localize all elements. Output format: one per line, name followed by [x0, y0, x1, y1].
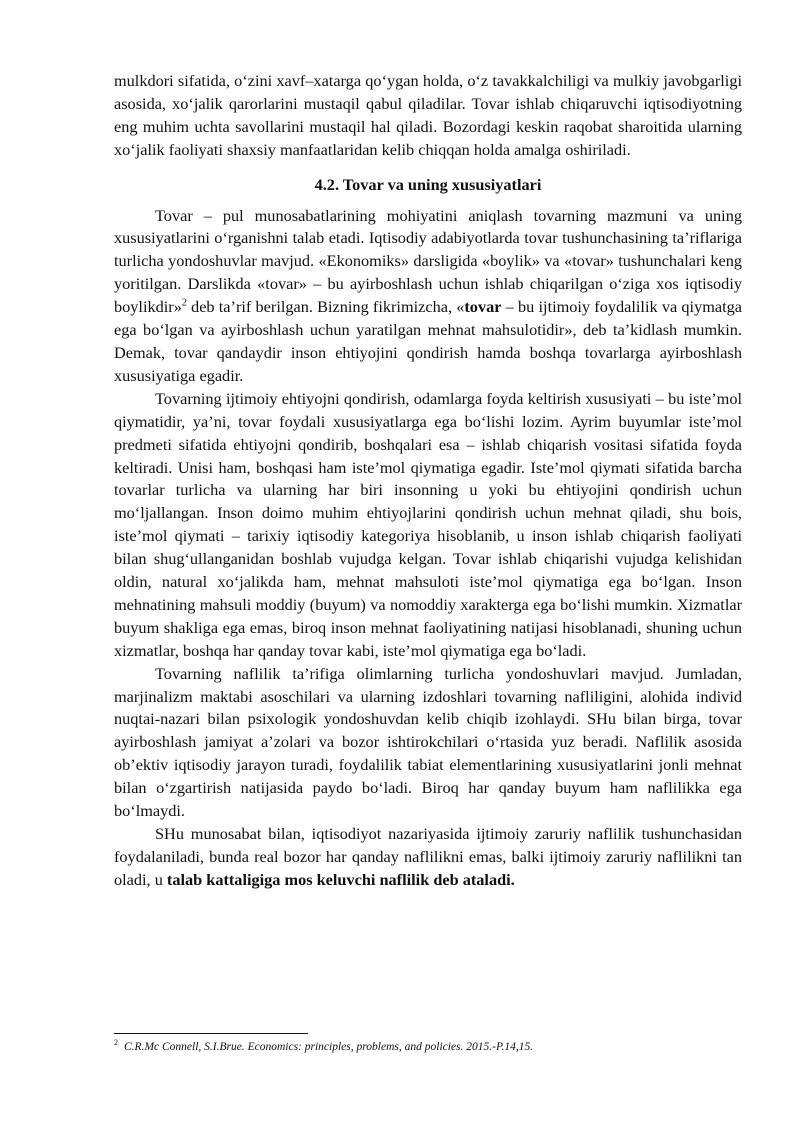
footnote-divider: [114, 1033, 308, 1034]
footnote: [114, 1040, 742, 1055]
paragraph-text: Tovar – pul munosabatlarining mohiyatini aniqlash tovarning mazmuni va uning xususiyatlarini o‘rganishni talab etadi. Iqtisodiy adabiyotlarda tovar tushunchasining ta’riflariga turlicha yondoshuvlar mavjud. «Ekonomiks» darsligida «boylik» va «tovar» tushunchalari keng yoritilgan. Darslikda «tovar» – bu ayirboshlash uchun ishlab chiqarilgan o‘ziga xos iqtisodiy boylikdir»: [114, 205, 742, 317]
footnote-reference[interactable]: 2: [181, 297, 187, 309]
page-body: [114, 70, 742, 892]
bold-term: tovar: [464, 297, 502, 317]
paragraph-text: – bu ijtimoiy foydalilik va qiymatga ega bo‘lgan va ayirboshlash uchun yaratilgan mehnat mahsulotidir», deb ta’kidlash mumkin. Demak, tovar qandaydir inson ehtiyojini qondirish hamda boshqa tovarlarga ayirboshlash xususiyatiga egadir.: [114, 297, 742, 385]
paragraph-utility: Tovarning naflilik ta’rifiga olimlarning turlicha yondoshuvlari mavjud. Jumladan, marjinalizm maktabi asoschilari va ularning izdoshlari tovarning nafliligini, alohida individ nuqtai-nazari bilan psixologik yondoshuvdan kelib chiqib izohlaydi. SHu bilan birga, tovar ayirboshlash jamiyat a’zolari va bozor ishtirokchilari o‘rtasida yuz beradi. Naflilik asosida ob’ektiv iqtisodiy jarayon turadi, foydalilik tabiat elementlarining xususiyatlarini jonli mehnat bilan o‘zgartirish natijasida paydo bo‘ladi. Biroq har qanday buyum ham naflilikka ega bo‘lmaydi.: [114, 663, 742, 821]
paragraph-text: SHu munosabat bilan, iqtisodiyot nazariyasida ijtimoiy zaruriy naflilik tushunchasidan foydalaniladi, bunda real bozor har qanday naflilikni emas, balki ijtimoiy zaruriy naflilikni tan oladi, u: [114, 824, 742, 889]
paragraph-text: deb ta’rif berilgan. Bizning fikrimizcha, «: [186, 297, 465, 317]
footnote-text: C.R.Mc Connell, S.I.Brue. Economics: principles, problems, and policies. 2015.-P.14,15.: [124, 1041, 534, 1053]
paragraph-intro: mulkdori sifatida, o‘zini xavf–xatarga qo‘ygan holda, o‘z tavakkalchiligi va mulkiy javobgarligi asosida, xo‘jalik qarorlarini mustaqil qabul qiladilar. Tovar ishlab chiqaruvchi iqtisodiyotning eng muhim uchta savollarini mustaqil hal qiladi. Bozordagi keskin raqobat sharoitida ularning xo‘jalik faoliyati shaxsiy manfaatlaridan kelib chiqqan holda amalga oshiriladi.: [114, 71, 742, 159]
paragraph-social-utility: [114, 823, 742, 892]
paragraph-use-value: Tovarning ijtimoiy ehtiyojni qondirish, odamlarga foyda keltirish xususiyati – bu iste’mol qiymatidir, ya’ni, tovar foydali xususiyatlarga ega bo‘lishi lozim. Ayrim buyumlar iste’mol predmeti sifatida ehtiyojni qondirib, boshqalari esa – ishlab chiqarish vositasi sifatida foyda keltiradi. Unisi ham, boshqasi ham iste’mol qiymatiga egadir. Iste’mol qiymati sifatida barcha tovarlar turlicha va ularning har biri insonning u yoki bu ehtiyojini qondirish uchun mo‘ljallangan. Inson doimo muhim ehtiyojlarini qondirish uchun mehnat qiladi, shu bois, iste’mol qiymati – tarixiy iqtisodiy kategoriya hisoblanib, u inson ishlab chiqarish faoliyati bilan shug‘ullanganidan boshlab vujudga kelgan. Tovar ishlab chiqarishi vujudga kelishidan oldin, natural xo‘jalikda ham, mehnat mahsuloti iste’mol qiymatiga ega bo‘lgan. Inson mehnatining mahsuli moddiy (buyum) va nomoddiy xarakterga ega bo‘lishi mumkin. Xizmatlar buyum shakliga ega emas, biroq inson mehnat faoliyatining natijasi hisoblanadi, shuning uchun xizmatlar, boshqa har qanday tovar kabi, iste’mol qiymatiga ega bo‘ladi.: [114, 388, 742, 660]
section-heading: 4.2. Tovar va uning xususiyatlari: [314, 174, 542, 194]
bold-definition: talab kattaligiga mos keluvchi naflilik deb ataladi.: [166, 869, 515, 889]
footnote-marker: 2: [114, 1038, 118, 1048]
paragraph-tovar-definition: [114, 205, 742, 388]
